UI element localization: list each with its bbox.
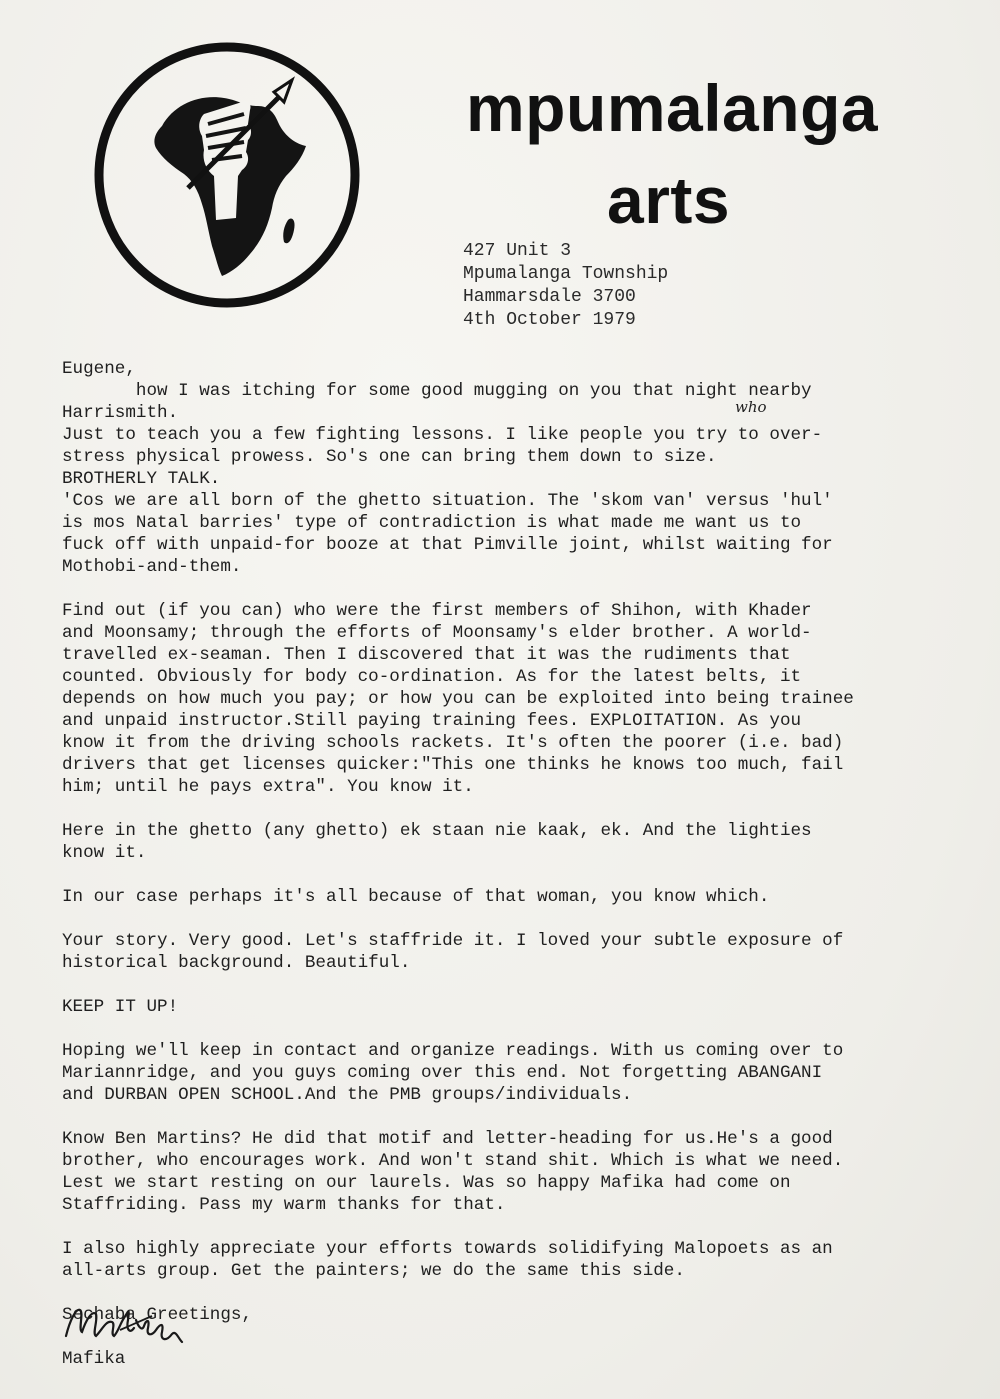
letterhead-name-line2: arts: [607, 163, 731, 237]
paragraph: I also highly appreciate your efforts towards solidifying Malopoets as an all-arts group. Get the painters; we do the same this side.: [62, 1239, 833, 1281]
paragraph: Know Ben Martins? He did that motif and letter-heading for us.He's a good brother, who encourages work. And won't stand shit. Which is what we need. Lest we start resting on our laurels. Was so happy Mafika had come on Staffriding. Pass my warm thanks for that.: [62, 1129, 844, 1215]
paragraph: Find out (if you can) who were the first members of Shihon, with Khader and Moonsamy; through the efforts of Moonsamy's elder brother. A world- travelled ex-seaman. Then I discovered that it was the rudiments that counted. Obviously for body co-ordination. As for the latest belts, it depends on how much you pay; or how you can be exploited into being trainee and unpaid instructor.Still paying training fees. EXPLOITATION. As you know it from the driving schools rackets. It's often the poorer (i.e. bad) drivers that get licenses quicker:"This one thinks he knows too much, fail him; until he pays extra". You know it.: [62, 601, 854, 797]
sender-address: [463, 240, 668, 332]
paragraph: how I was itching for some good mugging on you that night nearby Harrismith. Just to teach you a few fighting lessons. I like people you try to over- stress physical prowess. So's one can bring them down to size. BROTHERLY TALK. 'Cos we are all born of the ghetto situation. The 'skom van' versus 'hul' is mos Natal barries' type of contradiction is what made me want us to fuck off with unpaid-for booze at that Pimville joint, whilst waiting for Mothobi-and-them.: [62, 381, 833, 577]
letter-body: [62, 358, 972, 1370]
paragraph: KEEP IT UP!: [62, 997, 179, 1017]
handwritten-correction: who: [735, 398, 767, 416]
letterhead-name-line1: mpumalanga: [466, 71, 879, 145]
paragraph: Your story. Very good. Let's staffride it. I loved your subtle exposure of historical background. Beautiful.: [62, 931, 844, 973]
paragraph: Here in the ghetto (any ghetto) ek staan nie kaak, ek. And the lighties know it.: [62, 821, 812, 863]
paragraph: Hoping we'll keep in contact and organize readings. With us coming over to Mariannridge, and you guys coming over this end. Not forgetting ABANGANI and DURBAN OPEN SCHOOL.And the PMB groups/individuals.: [62, 1041, 844, 1105]
signer-name: Mafika: [62, 1349, 126, 1369]
africa-fist-logo: [92, 40, 362, 310]
address-line: 427 Unit 3: [463, 241, 572, 261]
letter-date: 4th October 1979: [463, 310, 636, 330]
address-line: Hammarsdale 3700: [463, 287, 636, 307]
address-line: Mpumalanga Township: [463, 264, 669, 284]
paragraph: In our case perhaps it's all because of that woman, you know which.: [62, 887, 770, 907]
closing: Sechaba Greetings,: [62, 1305, 253, 1325]
handwritten-signature: [58, 1290, 198, 1360]
salutation: Eugene,: [62, 359, 136, 379]
